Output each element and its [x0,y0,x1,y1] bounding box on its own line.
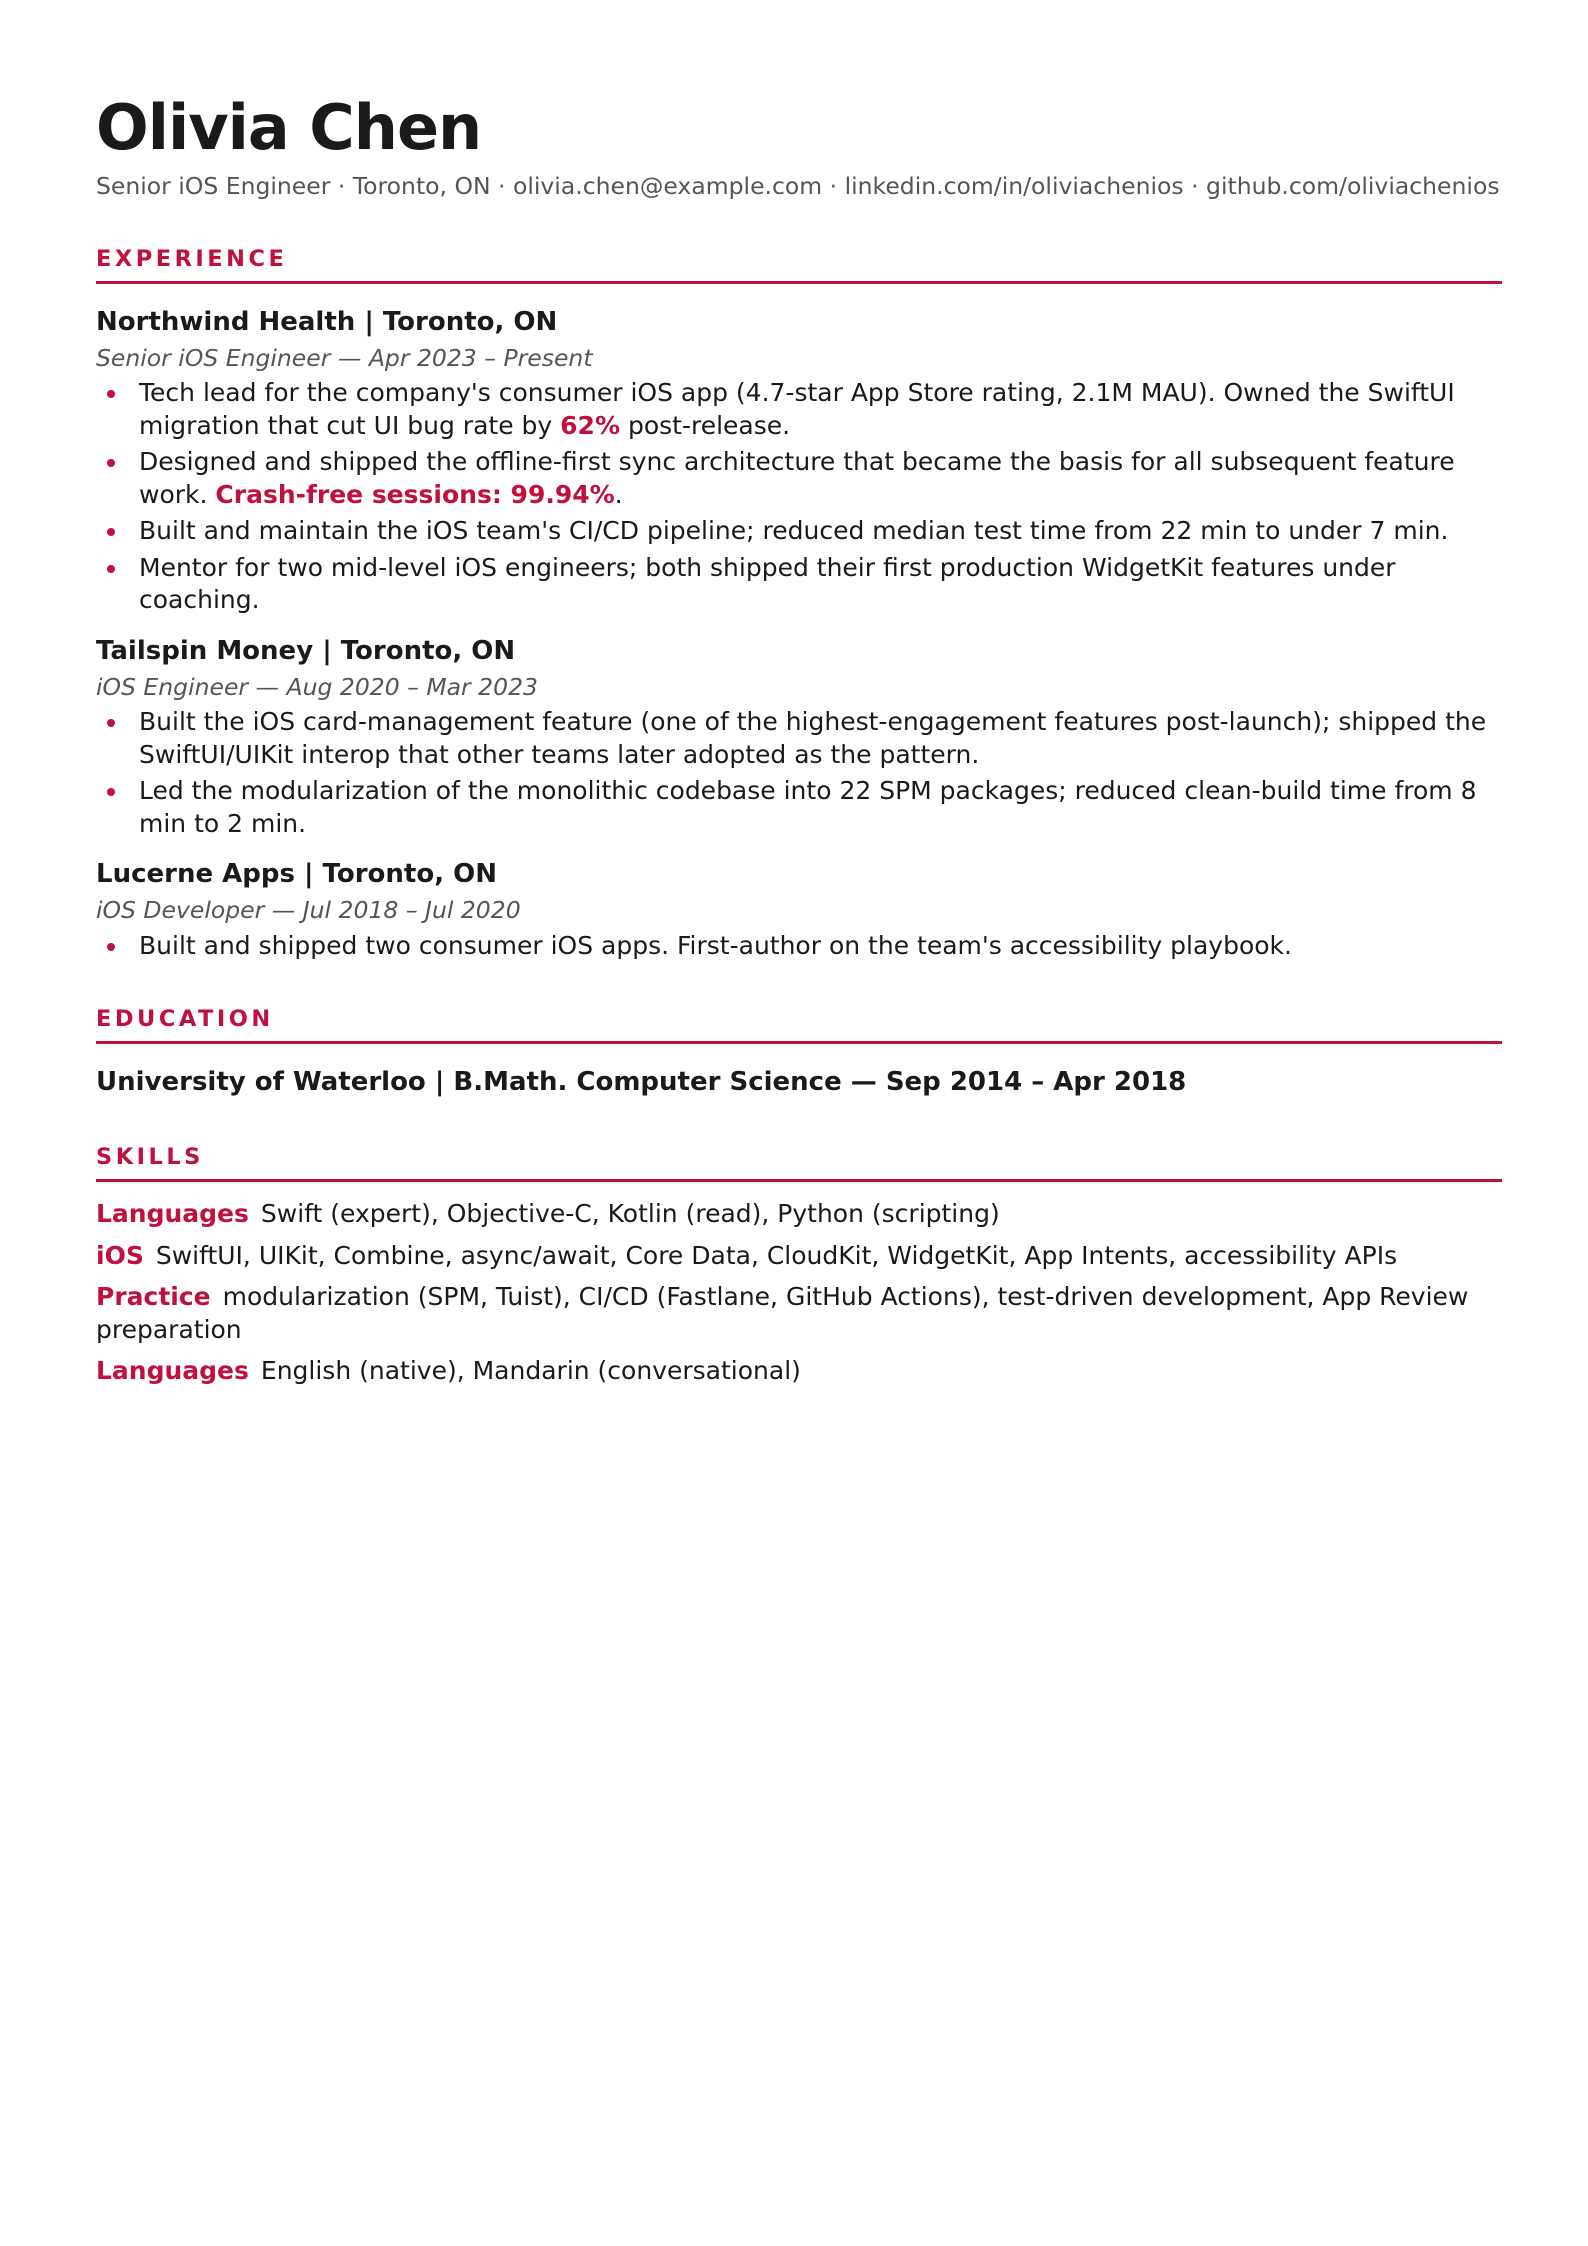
skill-row [96,1281,1502,1346]
bullet-dot-icon [107,788,115,796]
job-role: iOS Engineer — Aug 2020 – Mar 2023 [96,672,538,701]
job-bullets [96,377,1502,617]
bullet-item [96,377,1502,442]
skill-row [96,1240,1502,1273]
skill-row [96,1355,1502,1388]
resume-page [96,92,1502,1397]
bullet-dot-icon [107,459,115,467]
skill-label: Practice [96,1282,211,1312]
job-entry [96,858,1502,962]
skill-value: Swift (expert), Objective-C, Kotlin (read), Python (scripting) [260,1199,1000,1229]
job-heading: Northwind Health | Toronto, ON [96,306,558,337]
bullet-dot-icon [107,565,115,573]
bullet-text: Built and maintain the iOS team's CI/CD pipeline; reduced median test time from 22 min to under 7 min. [139,516,1449,546]
skills-heading: SKILLS [96,1144,1502,1182]
contact-line: Senior iOS Engineer · Toronto, ON · olivia.chen@example.com · linkedin.com/in/oliviachenios · github.com/oliviachenios [96,172,1500,201]
bullet-dot-icon [107,390,115,398]
bullet-item [96,552,1502,617]
bullet-text-end: . [614,479,623,509]
bullet-highlight: 62% [560,410,620,440]
skill-label: Languages [96,1199,249,1229]
skill-label: iOS [96,1240,144,1270]
education-heading: EDUCATION [96,1006,1502,1044]
bullet-text: Designed and shipped the offline-first sync architecture that became the basis for all subsequent feature work. [139,447,1455,509]
bullet-item [96,930,1502,963]
job-heading: Lucerne Apps | Toronto, ON [96,859,497,890]
job-entry [96,306,1502,617]
job-heading: Tailspin Money | Toronto, ON [96,635,516,666]
bullet-text: Led the modularization of the monolithic codebase into 22 SPM packages; reduced clean-build time from 8 min to 2 min. [139,776,1477,838]
bullet-highlight: Crash-free sessions: 99.94% [215,479,615,509]
skill-value: English (native), Mandarin (conversational) [260,1356,801,1386]
skills-list [96,1198,1502,1388]
bullet-item [96,446,1502,511]
bullet-item [96,706,1502,771]
job-role: Senior iOS Engineer — Apr 2023 – Present [96,343,593,372]
skill-value: modularization (SPM, Tuist), CI/CD (Fastlane, GitHub Actions), test-driven development, App Review preparation [96,1282,1469,1344]
bullet-item [96,515,1502,548]
education-entry: University of Waterloo | B.Math. Computer Science — Sep 2014 – Apr 2018 [96,1067,1187,1098]
bullet-text: Mentor for two mid-level iOS engineers; both shipped their first production WidgetKit features under coaching. [139,552,1396,615]
experience-heading: EXPERIENCE [96,246,1502,284]
bullet-text: Built the iOS card-management feature (one of the highest-engagement features post-launch); shipped the SwiftUI/UIKit interop that other teams later adopted as the pattern. [139,707,1487,769]
skill-row [96,1198,1502,1231]
education-section [96,1006,1502,1100]
bullet-dot-icon [107,528,115,536]
skill-label: Languages [96,1356,249,1386]
bullet-text-end: post-release. [620,410,791,440]
skill-value: SwiftUI, UIKit, Combine, async/await, Core Data, CloudKit, WidgetKit, App Intents, accessibility APIs [155,1240,1398,1270]
bullet-dot-icon [107,943,115,951]
job-role: iOS Developer — Jul 2018 – Jul 2020 [96,896,521,925]
bullet-item [96,775,1502,840]
job-entry [96,635,1502,841]
bullet-text: Tech lead for the company's consumer iOS app (4.7-star App Store rating, 2.1M MAU). Owned the SwiftUI migration that cut UI bug rate by [139,378,1455,440]
job-bullets [96,930,1502,963]
candidate-name: Olivia Chen [96,91,482,164]
skills-section [96,1144,1502,1388]
bullet-text: Built and shipped two consumer iOS apps. First-author on the team's accessibility playbook. [139,930,1292,960]
experience-section [96,246,1502,963]
job-bullets [96,706,1502,840]
bullet-dot-icon [107,719,115,727]
